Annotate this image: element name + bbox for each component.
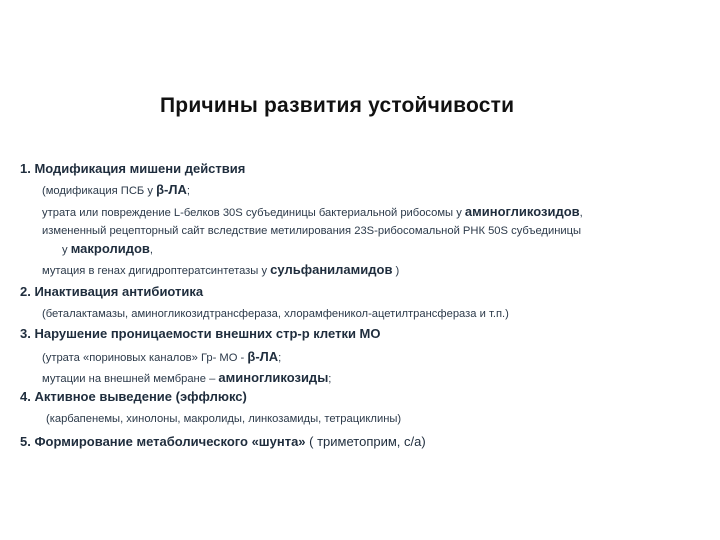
detail-text: у: [62, 244, 71, 256]
detail-suffix: ,: [149, 244, 153, 256]
item-3-heading: 3. Нарушение проницаемости внешних стр-р клетки МО: [20, 326, 381, 341]
detail-bold: β-ЛА: [156, 182, 187, 197]
item-1-detail-5: [42, 262, 399, 277]
detail-bold: аминогликозидов: [464, 204, 580, 219]
item-3-detail-1: [42, 349, 281, 364]
detail-text: мутации на внешней мембране –: [42, 373, 219, 385]
item-1-detail-4: [62, 241, 153, 256]
detail-bold: сульфаниламидов: [270, 262, 393, 277]
item-1-detail-1: [42, 182, 190, 197]
item-1-heading: 1. Модификация мишени действия: [20, 161, 246, 176]
item-1-detail-2: [42, 204, 583, 219]
detail-bold: макролидов: [70, 241, 150, 256]
detail-suffix: ,: [579, 207, 583, 219]
slide-title: Причины развития устойчивости: [160, 94, 515, 117]
item-2-detail-1: [42, 308, 509, 320]
detail-suffix: ;: [328, 373, 332, 385]
item-3-detail-2: [42, 370, 331, 385]
detail-text: (утрата «пориновых каналов» Гр- МО -: [42, 352, 248, 364]
detail-suffix: ): [392, 265, 400, 277]
item-2-heading: 2. Инактивация антибиотика: [20, 284, 204, 299]
detail-bold: β-ЛА: [247, 349, 279, 364]
detail-bold: аминогликозиды: [218, 370, 329, 385]
detail-suffix: ;: [186, 185, 190, 197]
detail-text: утрата или повреждение L-белков 30S субъединицы бактериальной рибосомы у: [42, 207, 465, 219]
detail-text: (модификация ПСБ у: [42, 185, 157, 197]
item-4-detail-1: [46, 413, 401, 425]
item-5-heading: 5. Формирование метаболического «шунта»: [20, 434, 306, 449]
detail-text: (карбапенемы, хинолоны, макролиды, линкозамиды, тетрациклины): [46, 413, 402, 425]
item-5: [20, 434, 426, 449]
detail-text: измененный рецепторный сайт вследствие метилирования 23S-рибосомальной РНК 50S субъединицы: [42, 225, 582, 237]
item-1-detail-3: [42, 225, 581, 237]
item-4-heading: 4. Активное выведение (эффлюкс): [20, 389, 247, 404]
item-5-note: ( триметоприм, с/а): [305, 434, 426, 449]
detail-text: мутация в генах дигидроптератсинтетазы у: [42, 265, 271, 277]
detail-text: (беталактамазы, аминогликозидтрансфераза, хлорамфеникол-ацетилтрансфераза и т.п.): [42, 308, 509, 320]
detail-suffix: ;: [278, 352, 282, 364]
